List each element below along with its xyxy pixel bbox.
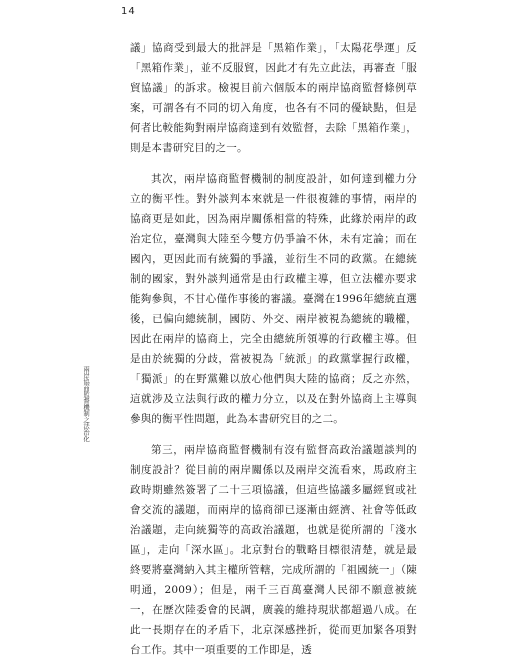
paragraph-2: 其次，兩岸協商監督機制的制度設計，如何達到權力分立的衡平性。對外談判本來就是一件很複雜的事情，兩岸的協商更是如此，因為兩岸關係相當的特殊，此緣於兩岸的政治定位，臺灣與大陸至今雙方仍爭論不休，未有定論；而在國內，更因此而有統獨的爭議，並衍生不同的政黨。在總統制的國家，對外談判通常是由行政權主導，但立法權亦要求能夠參與，不甘心僅作事後的審議。臺灣在1996年總統直選後，已偏向總統制，國防、外交、兩岸被視為總統的職權，因此在兩岸的協商上，完全由總統所領導的行政權主導。但是由於統獨的分歧，當被視為「統派」的政黨掌握行政權，「獨派」的在野黨難以放心他們與大陸的協商；反之亦然，這就涉及立法與行政的權力分立，以及在對外協商上主導與參與的衡平性問題，此為本書研究目的之二。 [130,173,417,425]
body-text [130,38,417,660]
paragraph-3: 第三，兩岸協商監督機制有沒有監督高政治議題談判的制度設計？從目前的兩岸關係以及兩岸交流看來，馬政府主政時期雖然簽署了二十三項協議，但這些協議多屬經貿或社會交流的議題，而兩岸的協商卻已逐漸由經濟、社會等低政治議題，走向統獨等的高政治議題，也就是從所謂的「淺水區」，走向「深水區」。北京對台的戰略目標很清楚，就是最終要將臺灣納入其主權所管轄，完成所謂的「祖國統一」（陳明通，2009）；但是，兩千三百萬臺灣人民卻不願意被統一，在歷次陸委會的民調，廣義的維持現狀都超過八成。在此一長期存在的矛盾下，北京深感挫折，從而更加緊各項對台工作。其中一項重要的工作即是，透 [130,444,417,656]
paragraph-1: 議」協商受到最大的批評是「黑箱作業」，「太陽花學運」反「黑箱作業」，並不反服貿，因此才有先立此法，再審查「服貿協議」的訴求。檢視目前六個版本的兩岸協商監督條例草案，可謂各有不同的切入角度，也各有不同的優缺點，但是何者比較能夠對兩岸協商達到有效監督，去除「黑箱作業」，則是本書研究目的之一。 [130,42,417,154]
running-head: 兩岸協商監督機制之法治化 [82,366,89,442]
page-number: 14 [121,6,136,17]
